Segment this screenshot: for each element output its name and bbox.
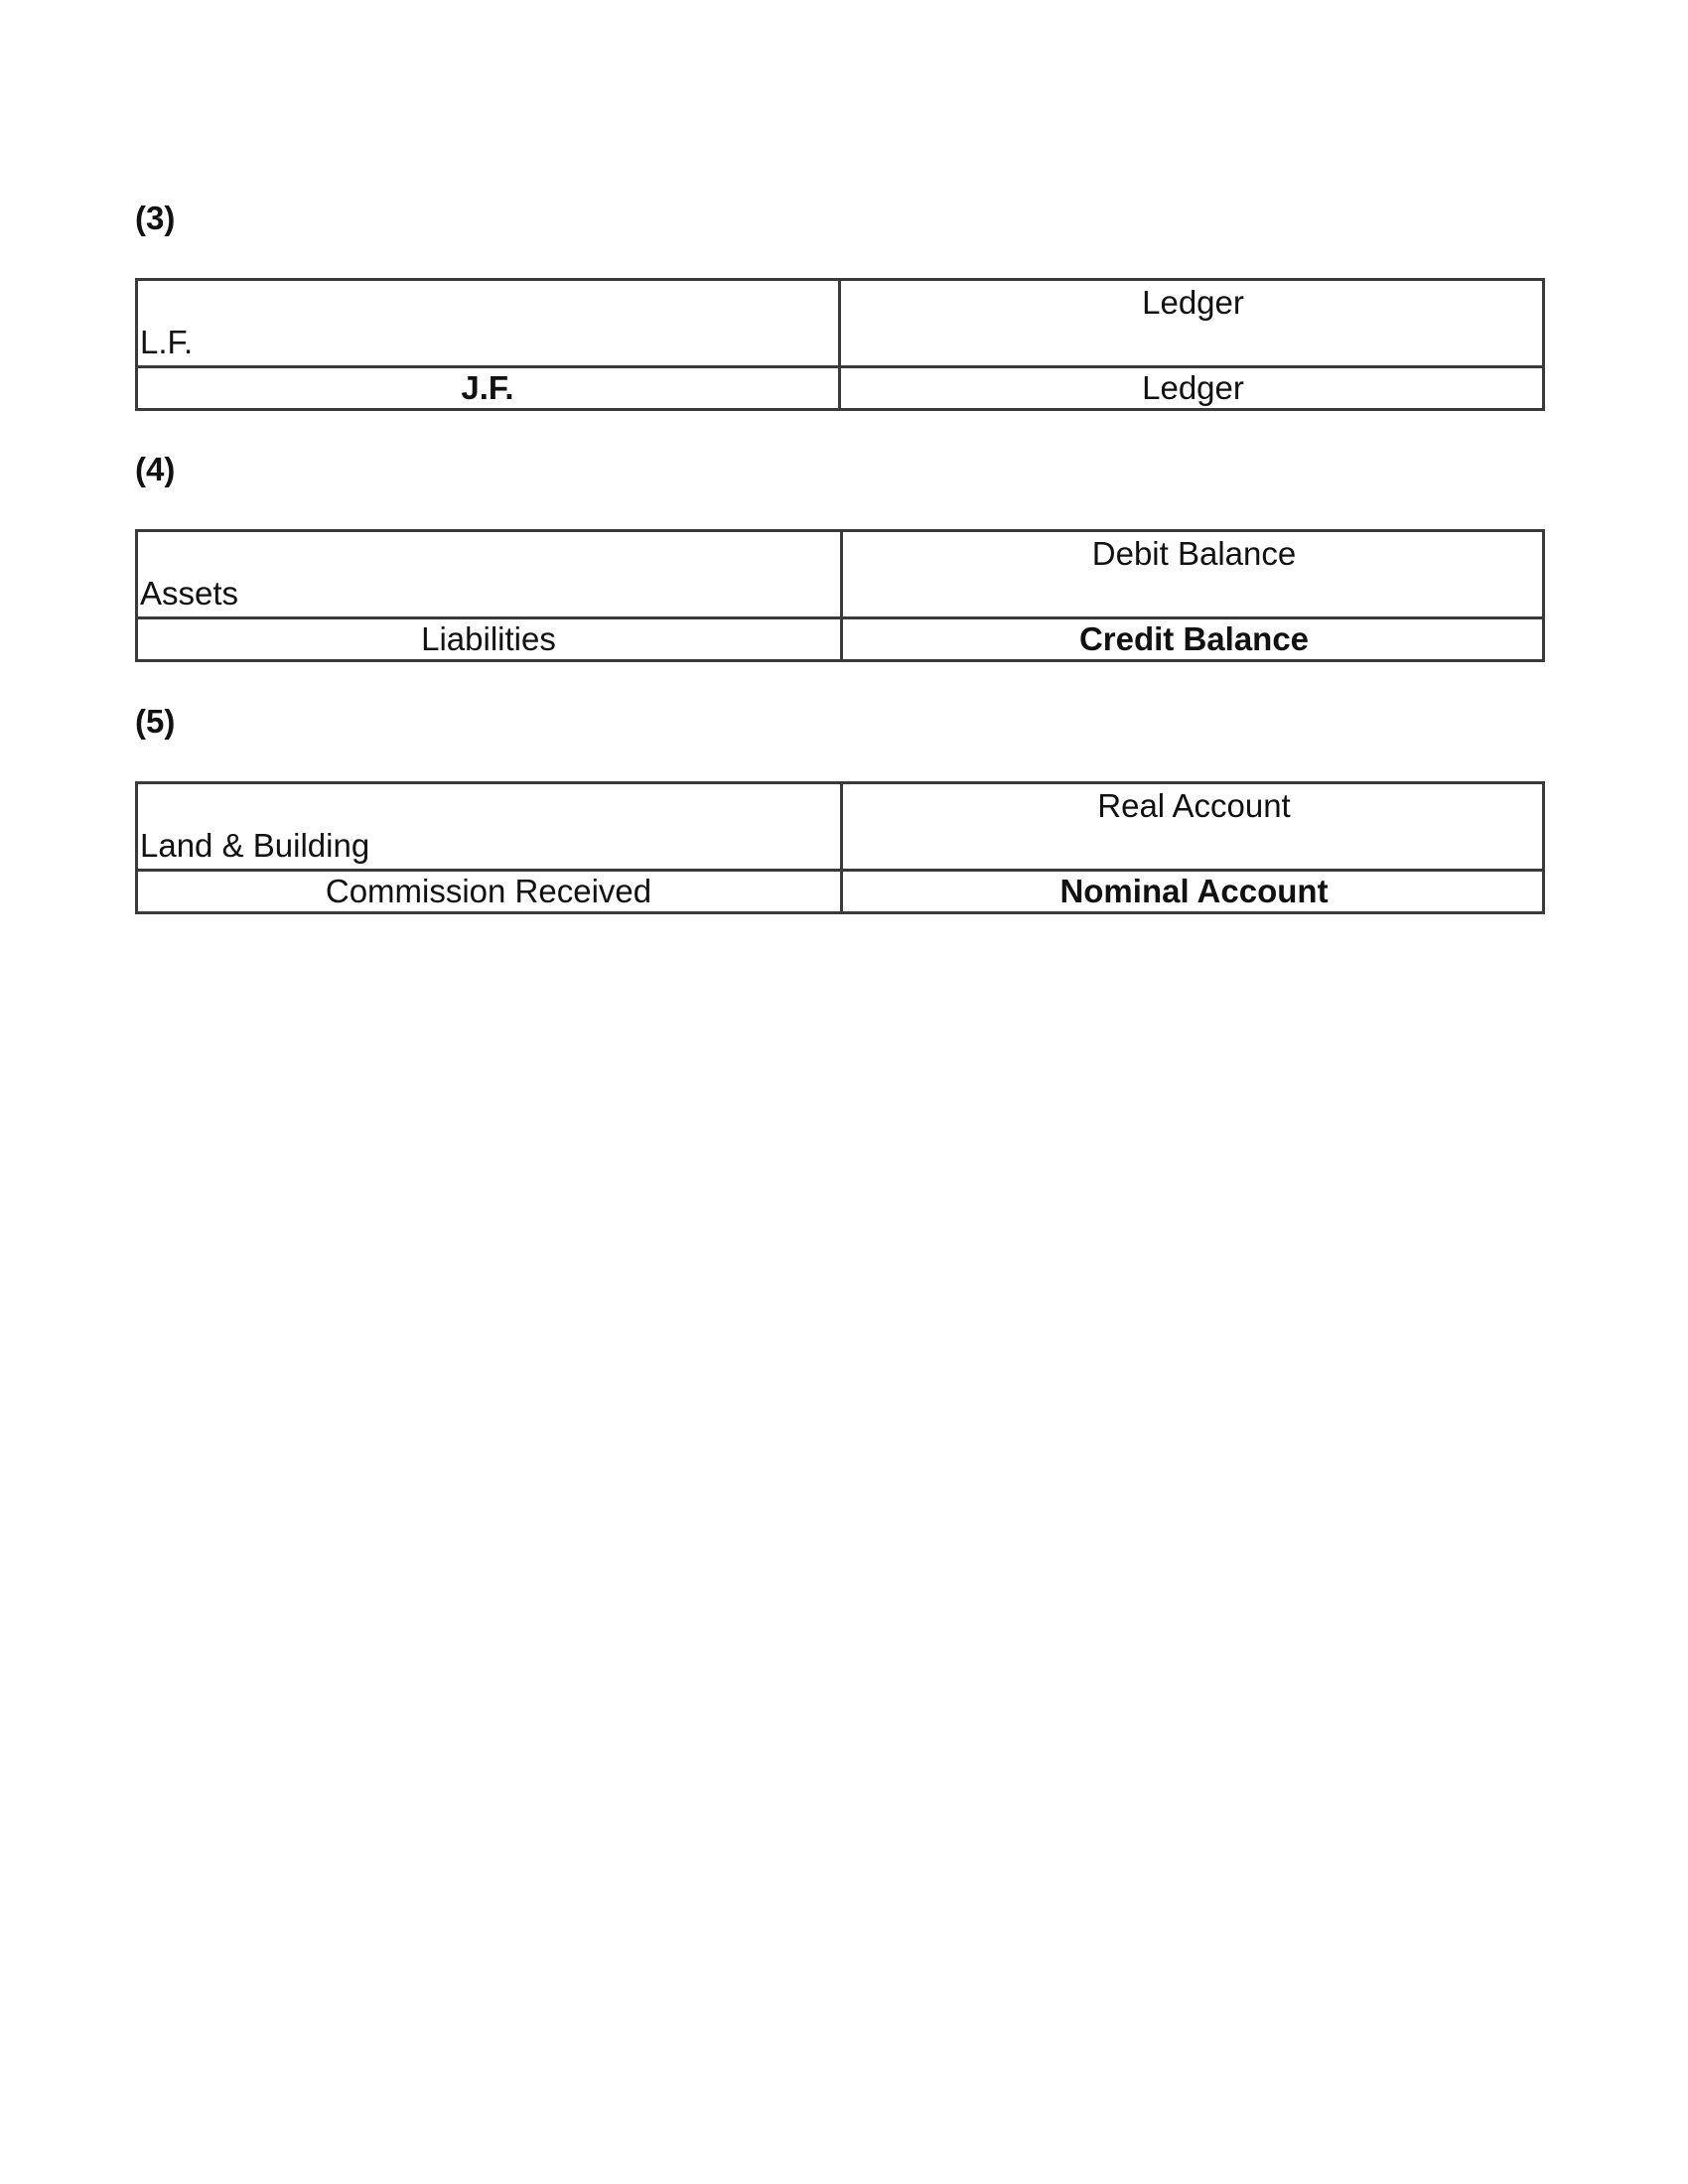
row-divider <box>138 365 1542 368</box>
section-label: (3) <box>135 200 176 236</box>
row2-right-cell: Nominal Account <box>1059 873 1329 909</box>
section-label: (5) <box>135 703 176 740</box>
row1-right-cell: Ledger <box>1142 284 1244 321</box>
row2-right-cell: Ledger <box>1142 369 1244 406</box>
row1-right-cell: Debit Balance <box>1091 535 1297 572</box>
row-divider <box>138 869 1542 872</box>
row1-left-cell: L.F. <box>140 324 194 360</box>
row2-left-cell: Liabilities <box>421 620 556 657</box>
column-divider <box>840 532 843 659</box>
section-4 <box>135 450 1545 657</box>
row2-left-cell: J.F. <box>461 369 514 406</box>
row2-right-cell: Credit Balance <box>1078 620 1310 657</box>
row2-left-cell: Commission Received <box>325 873 652 909</box>
match-table <box>135 529 1545 662</box>
match-table <box>135 781 1545 914</box>
row1-left-cell: Land & Building <box>140 827 370 864</box>
section-label: (4) <box>135 451 176 487</box>
row1-right-cell: Real Account <box>1097 787 1291 824</box>
column-divider <box>838 281 841 408</box>
section-3 <box>135 199 1545 406</box>
row1-left-cell: Assets <box>140 575 239 612</box>
row-divider <box>138 616 1542 619</box>
column-divider <box>840 784 843 911</box>
section-5 <box>135 702 1545 909</box>
match-table <box>135 278 1545 411</box>
